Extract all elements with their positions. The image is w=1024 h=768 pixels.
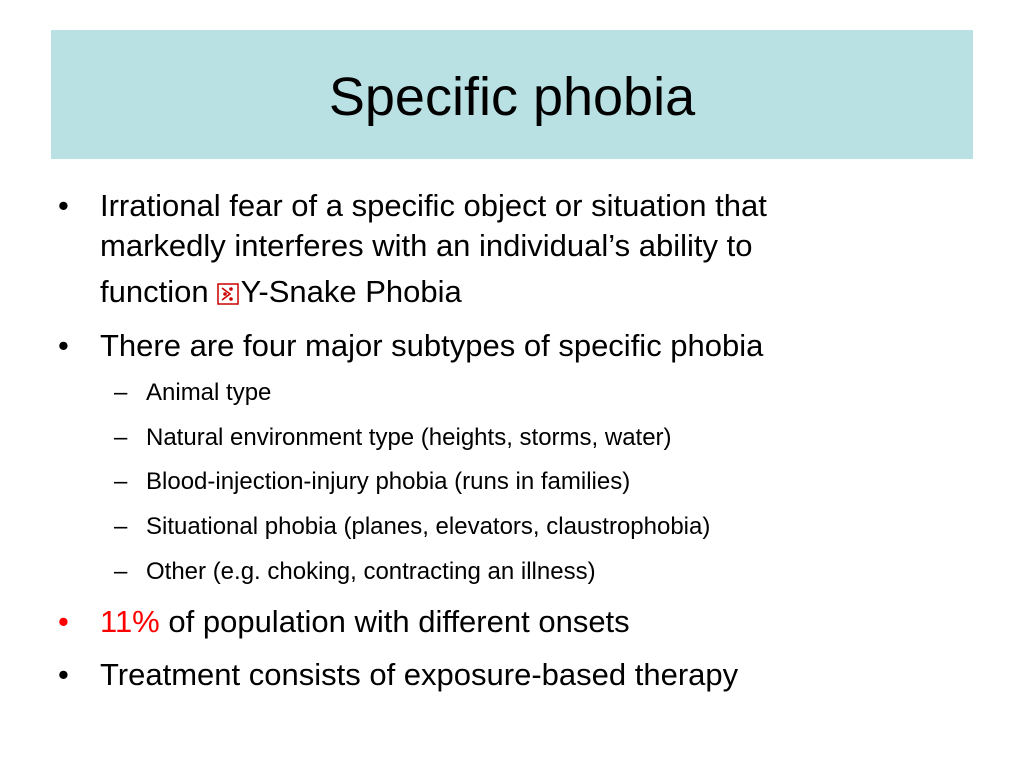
- dash-marker: –: [114, 424, 128, 451]
- sub-bullet-text: Natural environment type (heights, storms, water): [146, 424, 672, 451]
- bullet-text: Treatment consists of exposure-based therapy: [100, 657, 739, 692]
- bullet-marker: •: [58, 657, 69, 692]
- sub-bullet-text: Animal type: [146, 379, 272, 406]
- bullet-text-line: markedly interferes with an individual’s ability to: [100, 228, 753, 263]
- function-text: function: [100, 274, 209, 309]
- dash-marker: –: [114, 379, 128, 406]
- bullet-text-line: [100, 272, 980, 315]
- sub-bullet-text: Situational phobia (planes, elevators, claustrophobia): [146, 513, 711, 540]
- sub-bullet-text: Other (e.g. choking, contracting an illness): [146, 558, 596, 585]
- dash-marker: –: [114, 468, 128, 495]
- snake-phobia-link[interactable]: Y-Snake Phobia: [240, 274, 462, 309]
- statistic-highlight: 11%: [100, 604, 160, 639]
- link-icon[interactable]: [217, 275, 239, 315]
- dash-marker: –: [114, 558, 128, 585]
- bullet-marker: •: [58, 328, 69, 363]
- dash-marker: –: [114, 513, 128, 540]
- bullet-marker: •: [58, 604, 69, 639]
- statistic-text: of population with different onsets: [168, 604, 630, 639]
- bullet-marker: •: [58, 188, 69, 223]
- bullet-text-line: Irrational fear of a specific object or situation that: [100, 188, 767, 223]
- bullet-text: There are four major subtypes of specific phobia: [100, 328, 764, 363]
- sub-bullet-text: Blood-injection-injury phobia (runs in families): [146, 468, 631, 495]
- slide-title: Specific phobia: [328, 66, 696, 127]
- bullet-text: [100, 602, 980, 642]
